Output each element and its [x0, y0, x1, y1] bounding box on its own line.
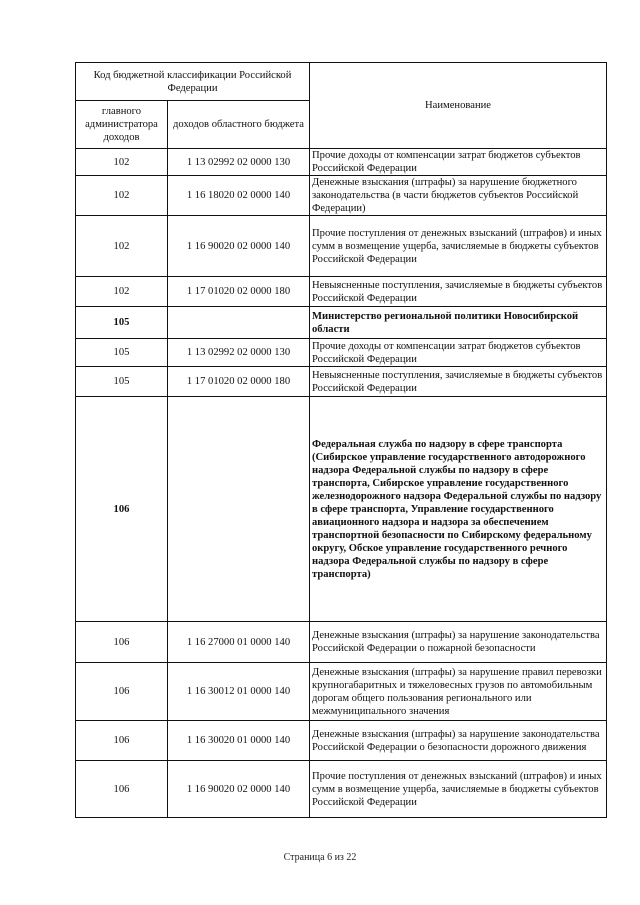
- cell-income-code: 1 13 02992 02 0000 130: [168, 339, 310, 367]
- header-row-top: [76, 63, 607, 101]
- cell-admin-code: 106: [76, 663, 168, 721]
- cell-name: Невыясненные поступления, зачисляемые в бюджеты субъектов Российской Федерации: [310, 367, 607, 397]
- header-income: доходов областного бюджета: [168, 101, 310, 149]
- cell-name: Прочие доходы от компенсации затрат бюджетов субъектов Российской Федерации: [310, 149, 607, 176]
- header-admin: главного администратора доходов: [76, 101, 168, 149]
- table-row: [76, 622, 607, 663]
- cell-income-code: 1 16 90020 02 0000 140: [168, 761, 310, 818]
- table-row: [76, 721, 607, 761]
- cell-admin-code: 106: [76, 397, 168, 622]
- header-group-title: Код бюджетной классификации Российской Федерации: [76, 63, 310, 101]
- cell-income-code: 1 16 30020 01 0000 140: [168, 721, 310, 761]
- cell-income-code: [168, 307, 310, 339]
- cell-name: Прочие доходы от компенсации затрат бюджетов субъектов Российской Федерации: [310, 339, 607, 367]
- table-row: [76, 761, 607, 818]
- cell-name: Министерство региональной политики Новосибирской области: [310, 307, 607, 339]
- header-name: Наименование: [310, 63, 607, 149]
- table-row: [76, 149, 607, 176]
- cell-name: Денежные взыскания (штрафы) за нарушение законодательства Российской Федерации о безопасности дорожного движения: [310, 721, 607, 761]
- cell-name: Денежные взыскания (штрафы) за нарушение законодательства Российской Федерации о пожарной безопасности: [310, 622, 607, 663]
- page-number: Страница 6 из 22: [283, 852, 357, 863]
- cell-admin-code: 105: [76, 367, 168, 397]
- cell-income-code: [168, 397, 310, 622]
- table-row: [76, 307, 607, 339]
- table-row: [76, 216, 607, 277]
- cell-admin-code: 102: [76, 277, 168, 307]
- cell-name: Денежные взыскания (штрафы) за нарушение правил перевозки крупногабаритных и тяжеловесных грузов по автомобильным дорогам общего пользования регионального или межмуниципального значения: [310, 663, 607, 721]
- table-row: [76, 397, 607, 622]
- cell-income-code: 1 13 02992 02 0000 130: [168, 149, 310, 176]
- table-row: [76, 663, 607, 721]
- table-row: [76, 176, 607, 216]
- cell-admin-code: 105: [76, 307, 168, 339]
- cell-admin-code: 102: [76, 216, 168, 277]
- table-row: [76, 339, 607, 367]
- cell-name: Денежные взыскания (штрафы) за нарушение бюджетного законодательства (в части бюджетов субъектов Российской Федерации): [310, 176, 607, 216]
- cell-name: Прочие поступления от денежных взысканий (штрафов) и иных сумм в возмещение ущерба, зачисляемые в бюджеты субъектов Российской Федерации: [310, 761, 607, 818]
- cell-name: Прочие поступления от денежных взысканий (штрафов) и иных сумм в возмещение ущерба, зачисляемые в бюджеты субъектов Российской Федерации: [310, 216, 607, 277]
- cell-admin-code: 106: [76, 622, 168, 663]
- cell-admin-code: 105: [76, 339, 168, 367]
- cell-name: Федеральная служба по надзору в сфере транспорта (Сибирское управление государственного автодорожного надзора Федеральной службы по надзору в сфере транспорта, Сибирское управление государственного железнодорожного надзора Федеральной службы по надзору в сфере транспорта, Управление государственного авиационного надзора и надзора за обеспечением транспортной безопасности по Сибирскому федеральному округу, Обское управление государственного речного надзора Федеральной службы по надзору в сфере транспорта): [310, 397, 607, 622]
- cell-income-code: 1 16 27000 01 0000 140: [168, 622, 310, 663]
- cell-admin-code: 106: [76, 761, 168, 818]
- cell-income-code: 1 17 01020 02 0000 180: [168, 277, 310, 307]
- cell-income-code: 1 16 90020 02 0000 140: [168, 216, 310, 277]
- table-row: [76, 367, 607, 397]
- cell-admin-code: 106: [76, 721, 168, 761]
- cell-income-code: 1 16 18020 02 0000 140: [168, 176, 310, 216]
- table-body: [76, 63, 607, 818]
- table-row: [76, 277, 607, 307]
- cell-admin-code: 102: [76, 149, 168, 176]
- cell-name: Невыясненные поступления, зачисляемые в бюджеты субъектов Российской Федерации: [310, 277, 607, 307]
- cell-admin-code: 102: [76, 176, 168, 216]
- budget-classification-table: [75, 62, 607, 818]
- cell-income-code: 1 17 01020 02 0000 180: [168, 367, 310, 397]
- cell-income-code: 1 16 30012 01 0000 140: [168, 663, 310, 721]
